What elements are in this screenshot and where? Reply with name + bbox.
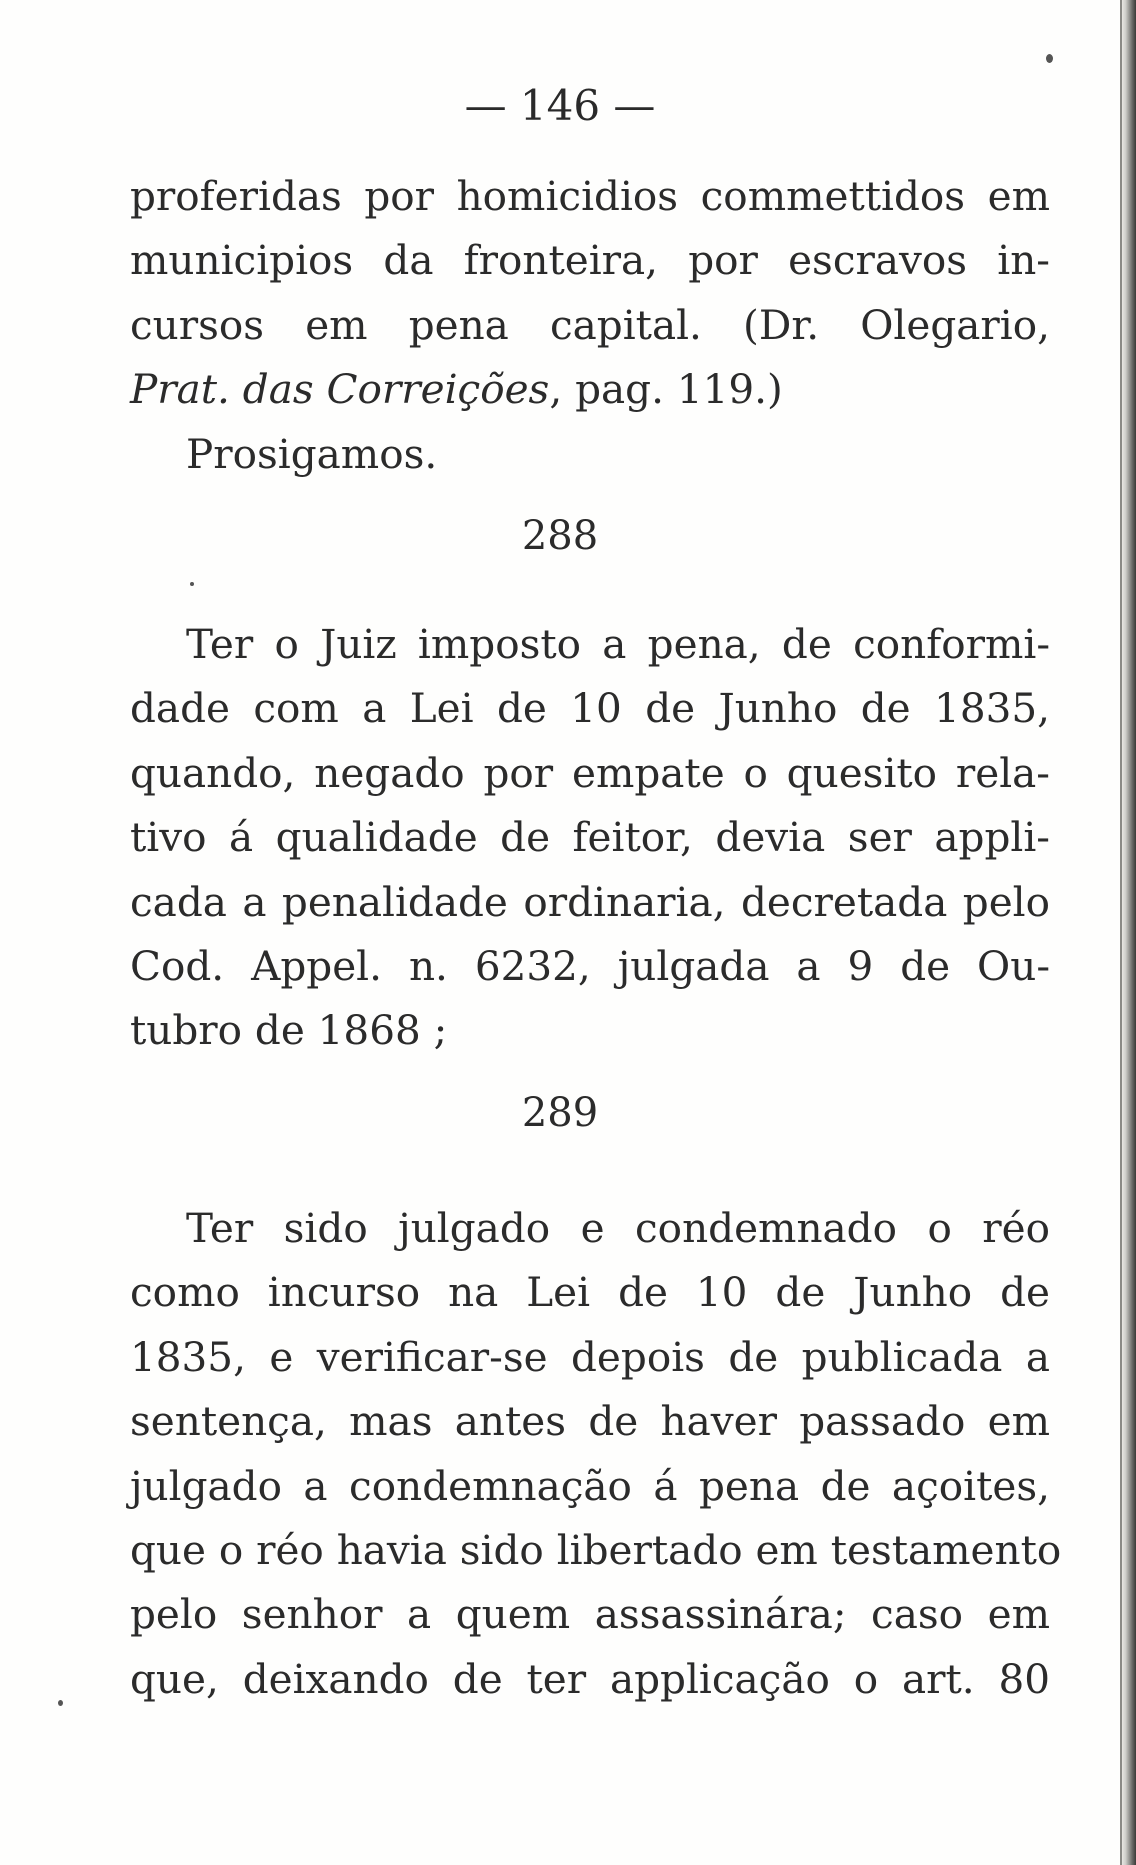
citation-page: , pag. 119.)	[549, 365, 783, 414]
section-number-288: 288	[521, 513, 599, 559]
text-line: Ter o Juiz imposto a pena, de conformi-	[186, 620, 1050, 668]
text-line: tubro de 1868 ;	[130, 1006, 448, 1055]
citation-title: Prat. das Correições	[130, 365, 550, 414]
citation-line	[130, 357, 1050, 421]
closing-line: Prosigamos.	[186, 429, 438, 478]
text-line: julgado a condemnação á pena de açoites,	[130, 1461, 1050, 1510]
ink-speck	[1046, 54, 1053, 63]
text-line: que o réo havia sido libertado em testamento	[130, 1526, 1062, 1575]
text-line: dade com a Lei de 10 de Junho de 1835,	[130, 684, 1050, 733]
text-line: cursos em pena capital. (Dr. Olegario,	[130, 300, 1050, 349]
text-line: quando, negado por empate o quesito rela-	[130, 748, 1050, 797]
text-line: 1835, e verificar-se depois de publicada a	[130, 1332, 1050, 1381]
section-number-289: 289	[521, 1090, 599, 1136]
text-line: municipios da fronteira, por escravos in-	[130, 236, 1050, 285]
text-line: pelo senhor a quem assassinára; caso em	[130, 1590, 1050, 1639]
ink-speck	[58, 1700, 63, 1706]
page-number: — 146 —	[464, 81, 656, 130]
text-line: que, deixando de ter applicação o art. 80	[130, 1654, 1050, 1703]
section-289-paragraph	[130, 1196, 1062, 1711]
text-line: Cod. Appel. n. 6232, julgada a 9 de Ou-	[130, 942, 1050, 991]
text-line: como incurso na Lei de 10 de Junho de	[130, 1268, 1050, 1317]
ink-speck	[190, 582, 194, 586]
text-line: proferidas por homicidios commettidos em	[130, 172, 1050, 220]
text-line: Ter sido julgado e condemnado o réo	[186, 1204, 1050, 1252]
page-binding-edge	[1120, 0, 1136, 1865]
text-line: cada a penalidade ordinaria, decretada pelo	[130, 877, 1050, 926]
text-line: sentença, mas antes de haver passado em	[130, 1397, 1050, 1446]
page-edge-line	[1120, 0, 1122, 1865]
opening-paragraph	[130, 164, 1050, 486]
text-line: tivo á qualidade de feitor, devia ser appli-	[130, 813, 1050, 862]
section-288-paragraph	[130, 612, 1050, 1063]
